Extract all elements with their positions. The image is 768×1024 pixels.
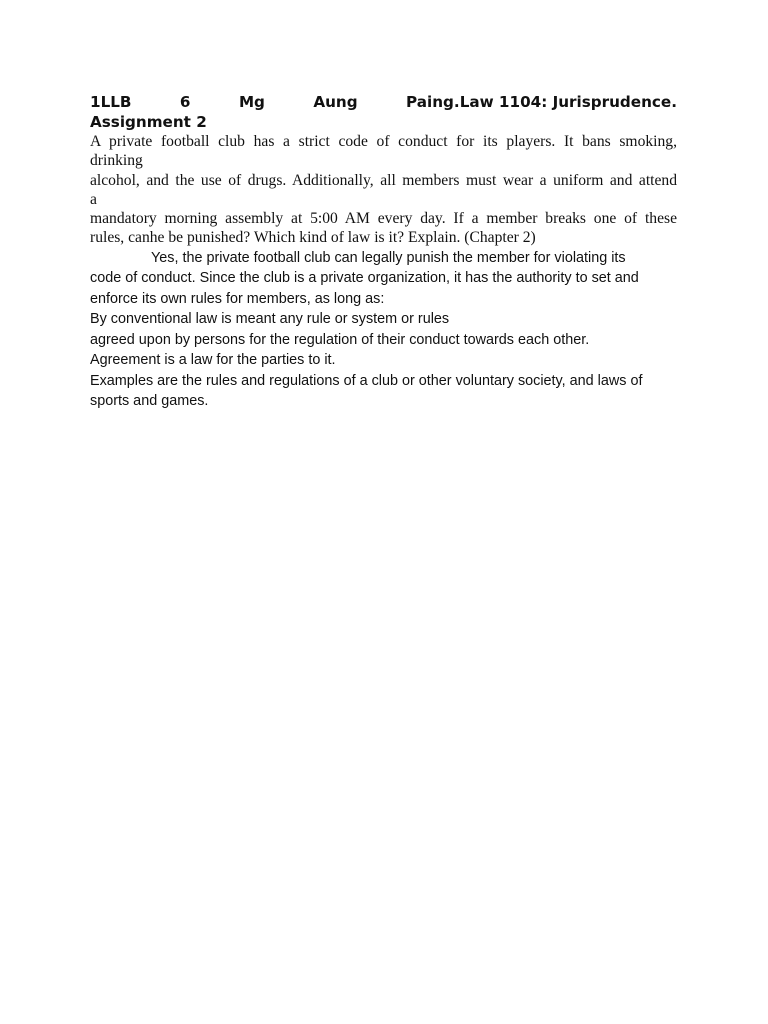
answer-line: enforce its own rules for members, as long as: (90, 290, 385, 307)
question-text (90, 132, 677, 248)
question-line: A private football club has a strict code of conduct for its players. It bans smoking, (90, 133, 677, 150)
answer-line: By conventional law is meant any rule or system or rules (90, 311, 450, 328)
assignment-number: Assignment 2 (90, 113, 207, 131)
student-name: 1LLB 6 Mg Aung Paing. (90, 93, 460, 111)
answer-line: Yes, the private football club can legally punish the member for violating its (151, 249, 626, 266)
question-line: rules, canhe be punished? Which kind of law is it? Explain. (Chapter 2) (90, 229, 536, 247)
assignment-heading (90, 92, 677, 112)
question-line: alcohol, and the use of drugs. Additionally, all members must wear a uniform and attend (90, 171, 677, 189)
question-line: a (90, 190, 97, 208)
question-line: mandatory morning assembly at 5:00 AM every day. If a member breaks one of these (90, 210, 677, 228)
answer-line: code of conduct. Since the club is a private organization, it has the authority to set and (90, 270, 639, 287)
answer-line: Agreement is a law for the parties to it. (90, 352, 336, 369)
answer-line: Examples are the rules and regulations of a club or other voluntary society, and laws of (90, 372, 643, 389)
answer-line: agreed upon by persons for the regulation of their conduct towards each other. (90, 331, 590, 348)
question-line: drinking (90, 152, 143, 170)
document-body (90, 92, 677, 412)
course-title: Law 1104: Jurisprudence. (459, 93, 677, 111)
answer-text (90, 248, 677, 412)
answer-line: sports and games. (90, 393, 209, 410)
